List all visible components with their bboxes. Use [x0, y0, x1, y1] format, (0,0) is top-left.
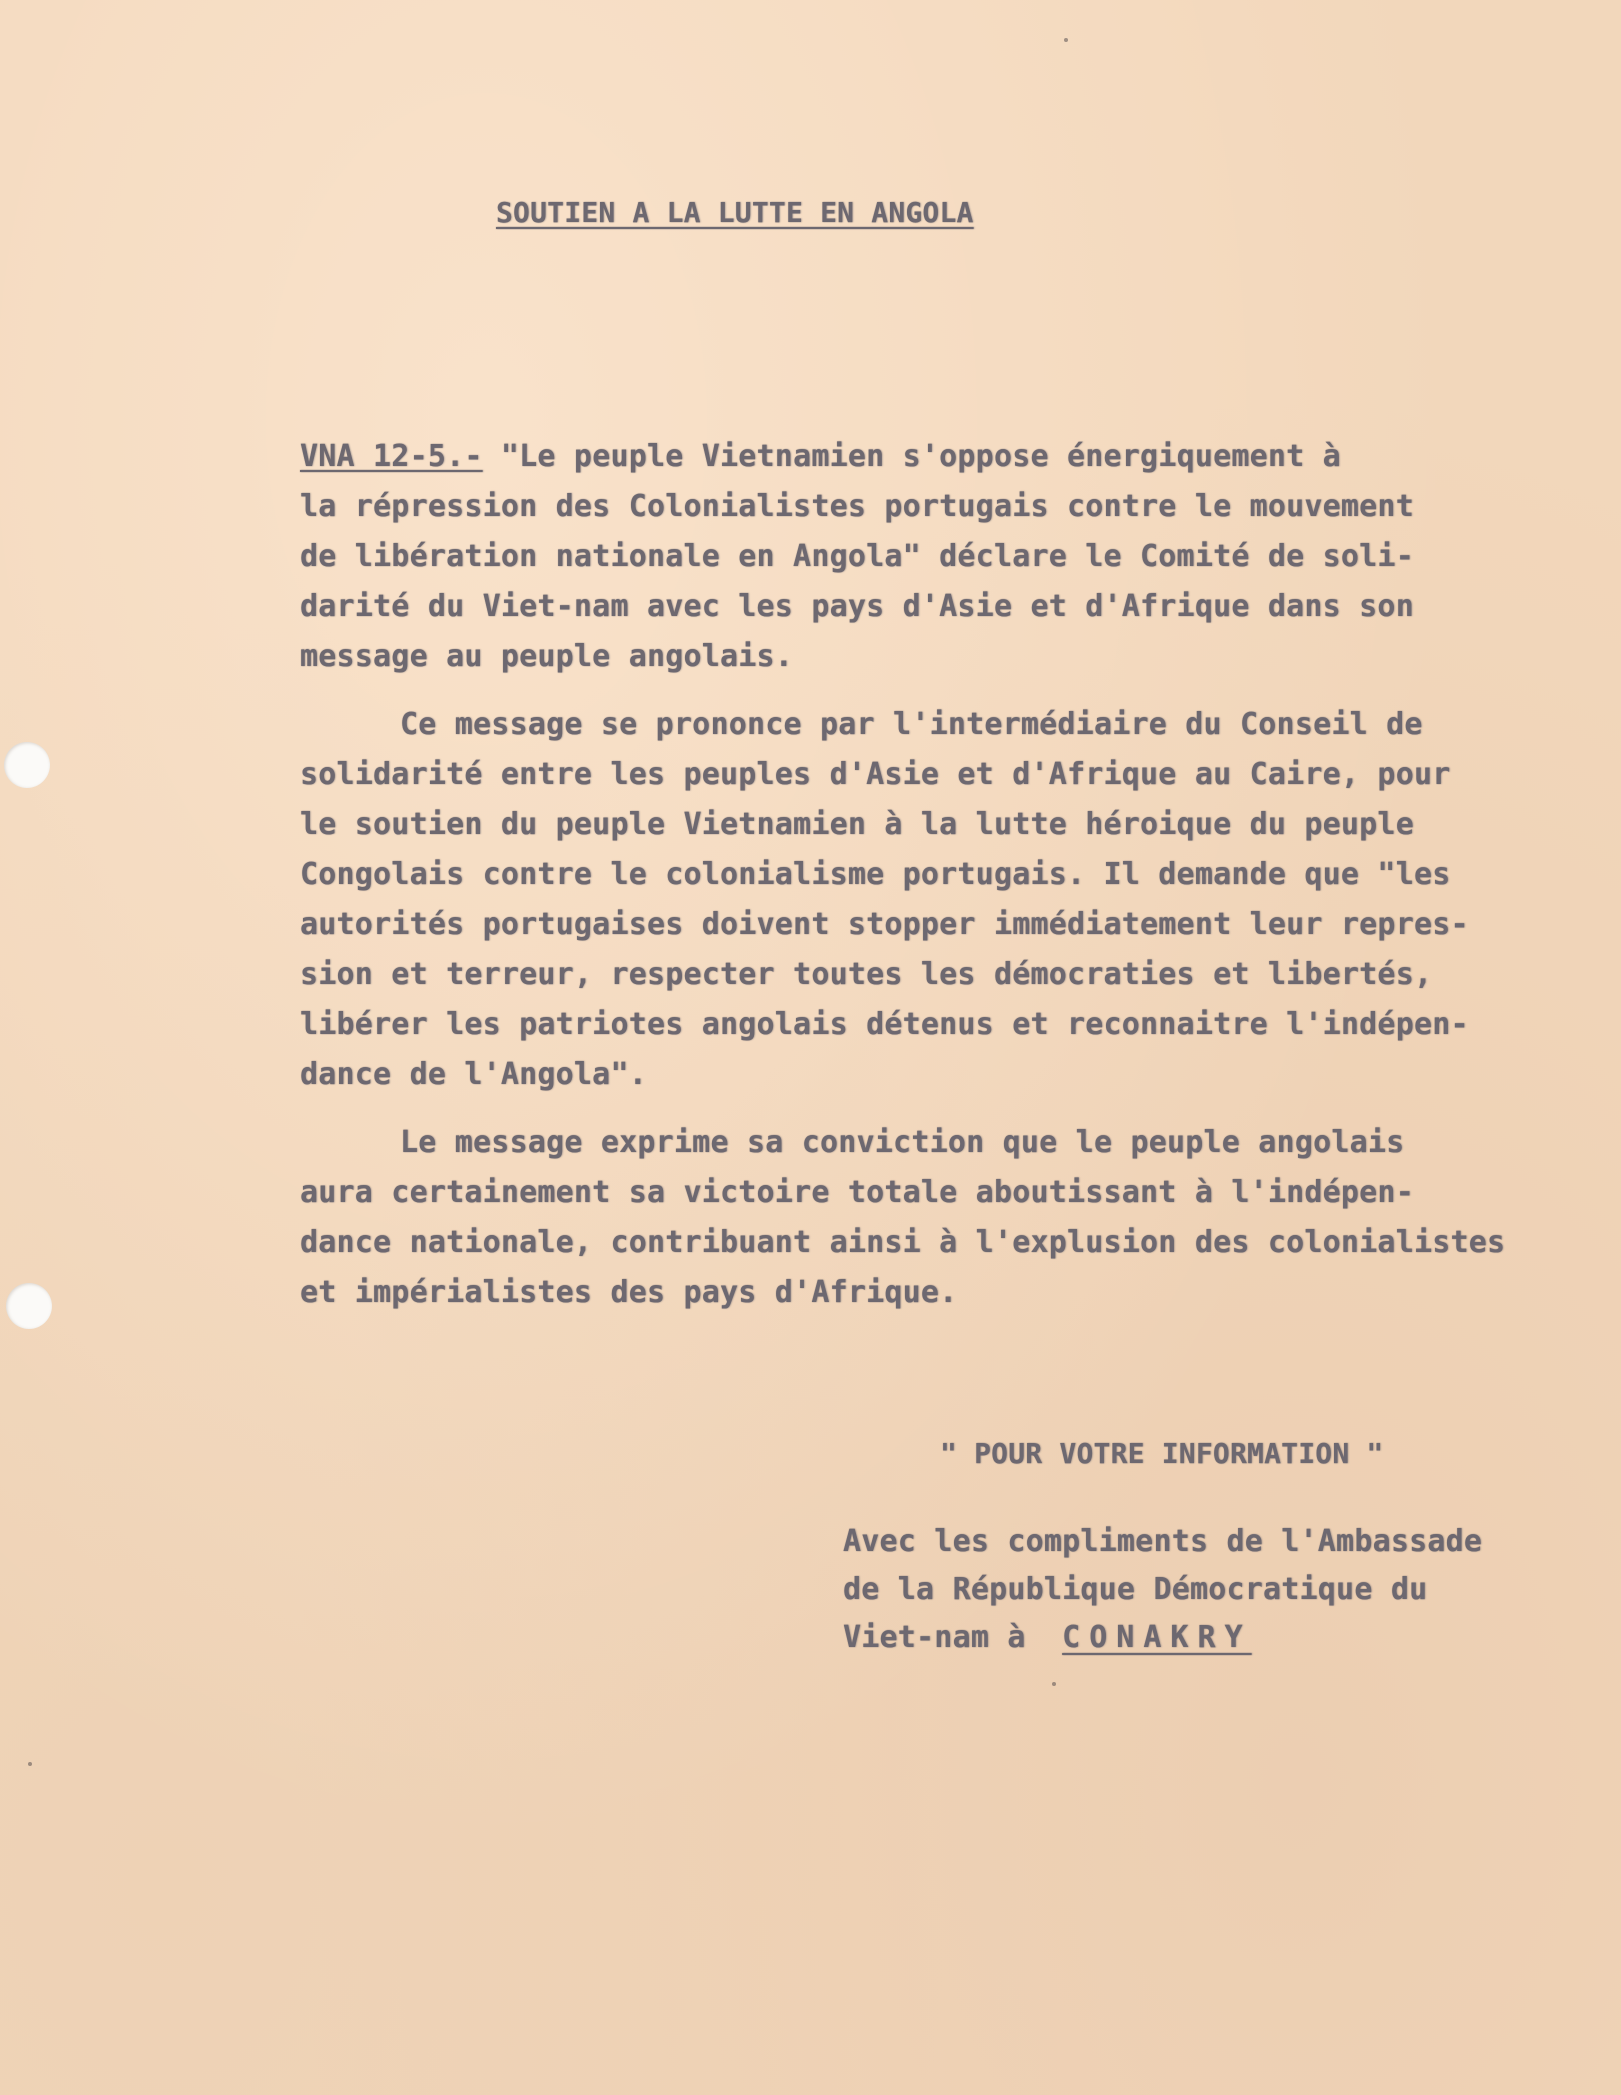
paragraph-line: darité du Viet-nam avec les pays d'Asie et d'Afrique dans son [300, 589, 1414, 624]
paragraph-line: libérer les patriotes angolais détenus et reconnaitre l'indépen- [300, 1007, 1469, 1042]
paragraph-line: message au peuple angolais. [300, 639, 794, 674]
paragraph-line: de libération nationale en Angola" déclare le Comité de soli- [300, 539, 1414, 574]
paragraph-line: la répression des Colonialistes portugais contre le mouvement [300, 489, 1414, 524]
paragraph-1 [300, 432, 1600, 682]
paragraph-line: dance de l'Angola". [300, 1057, 647, 1092]
city-name: CONAKRY [1062, 1620, 1252, 1655]
paragraph-line: aura certainement sa victoire totale aboutissant à l'indépen- [300, 1175, 1414, 1210]
signature-line [843, 1614, 1482, 1662]
signature-line: de la République Démocratique du [843, 1572, 1428, 1607]
document-title: SOUTIEN A LA LUTTE EN ANGOLA [496, 196, 974, 229]
paragraph-2 [300, 700, 1600, 1100]
paragraph-line: VNA 12-5.- "Le peuple Vietnamien s'oppose énergiquement à [300, 439, 1341, 474]
info-note: " POUR VOTRE INFORMATION " [940, 1437, 1384, 1470]
paragraph-line: autorités portugaises doivent stopper immédiatement leur repres- [300, 907, 1469, 942]
paragraph-line: Ce message se prononce par l'intermédiaire du Conseil de [400, 707, 1423, 742]
paragraph-line: Le message exprime sa conviction que le peuple angolais [400, 1125, 1405, 1160]
paper-speck [1064, 38, 1068, 42]
signature-line: Avec les compliments de l'Ambassade [843, 1524, 1483, 1559]
paragraph-line: sion et terreur, respecter toutes les démocraties et libertés, [300, 957, 1433, 992]
paragraph-line: et impérialistes des pays d'Afrique. [300, 1275, 958, 1310]
paragraph-line: dance nationale, contribuant ainsi à l'explusion des colonialistes [300, 1225, 1506, 1260]
paragraph-line: le soutien du peuple Vietnamien à la lutte héroique du peuple [300, 807, 1414, 842]
paragraph-3 [300, 1118, 1600, 1318]
punch-hole-top [4, 742, 50, 788]
paragraph-line: Congolais contre le colonialisme portugais. Il demande que "les [300, 857, 1451, 892]
punch-hole-bottom [6, 1283, 52, 1329]
document-body [300, 432, 1600, 1318]
paper-speck [1052, 1682, 1056, 1686]
paragraph-line: solidarité entre les peuples d'Asie et d'Afrique au Caire, pour [300, 757, 1451, 792]
signature-prefix: Viet-nam à [843, 1620, 1044, 1655]
paper-speck [28, 1762, 32, 1766]
dispatch-reference: VNA 12-5.- [300, 439, 483, 474]
signature-block [843, 1518, 1482, 1662]
